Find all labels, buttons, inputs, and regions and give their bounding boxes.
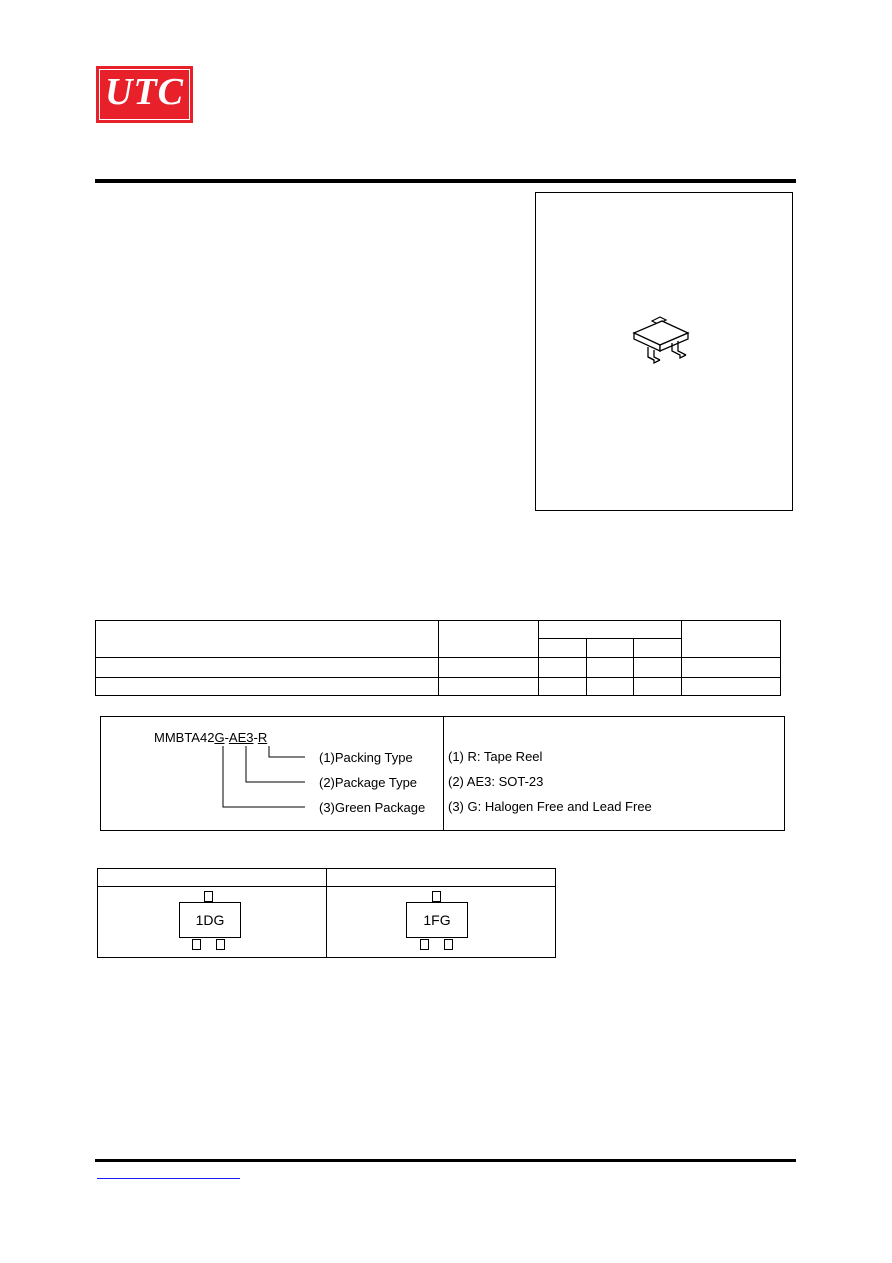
- pin-bottom-right: [444, 939, 453, 950]
- table-header-cell: [538, 621, 682, 639]
- table-header-cell: [538, 639, 586, 658]
- part-separator: -: [253, 730, 258, 745]
- packing-note: (1) R: Tape Reel: [448, 749, 543, 764]
- footer-link-underline[interactable]: [97, 1178, 240, 1179]
- pin-top: [204, 891, 213, 902]
- utc-logo: [96, 66, 193, 123]
- marking-divider: [326, 869, 327, 957]
- table-header-cell: [96, 621, 439, 658]
- packing-type-label: (1)Packing Type: [319, 750, 413, 765]
- marking-table: [97, 868, 556, 958]
- table-header-cell: [682, 621, 781, 658]
- table-header-cell: [634, 639, 682, 658]
- part-packing-code: R: [257, 730, 268, 745]
- table-header-cell: [438, 621, 538, 658]
- part-number-decode: [100, 716, 785, 831]
- part-package-code: AE3: [228, 730, 254, 745]
- pin-top: [432, 891, 441, 902]
- marking-chip: 1FG: [406, 902, 468, 938]
- green-note: (3) G: Halogen Free and Lead Free: [448, 799, 652, 814]
- package-image-box: [535, 192, 793, 511]
- table-header-cell: [586, 639, 634, 658]
- table-row: [96, 677, 781, 695]
- part-base: MMBTA42: [154, 730, 215, 745]
- sot23-package-icon: [626, 311, 706, 367]
- package-type-label: (2)Package Type: [319, 775, 418, 790]
- footer-rule: [95, 1159, 796, 1162]
- pin-bottom-left: [420, 939, 429, 950]
- marking-chip: 1DG: [179, 902, 241, 938]
- package-note: (2) AE3: SOT-23: [448, 774, 544, 789]
- part-green-code: G: [214, 730, 225, 745]
- header-rule: [95, 179, 796, 183]
- part-separator: -: [224, 730, 229, 745]
- decode-divider: [443, 717, 444, 830]
- pin-bottom-left: [192, 939, 201, 950]
- pin-bottom-right: [216, 939, 225, 950]
- ordering-table: [95, 620, 781, 696]
- table-row: [96, 658, 781, 677]
- logo-text: UTC: [105, 71, 184, 113]
- green-package-label: (3)Green Package: [319, 800, 426, 815]
